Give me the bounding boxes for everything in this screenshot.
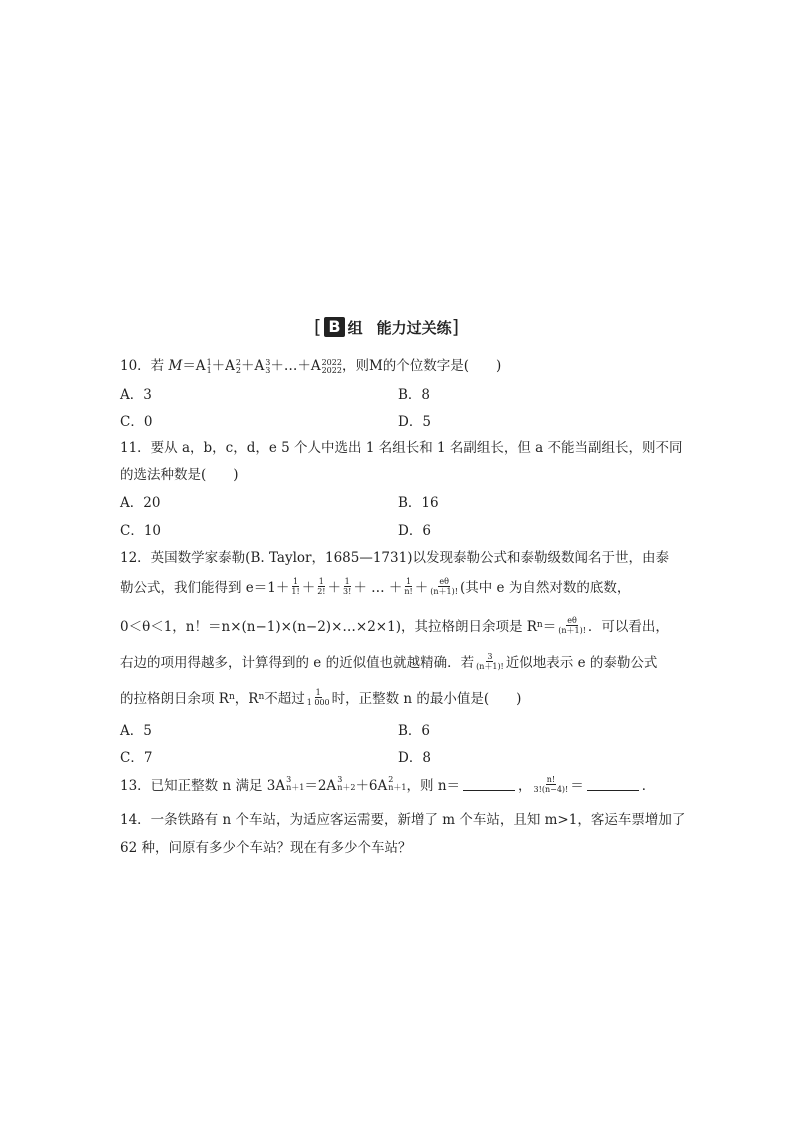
q12-option-a[interactable]: A．5 <box>120 723 152 739</box>
a-term-1: 1 1 <box>206 357 212 375</box>
a-term-3: 3 3 <box>265 357 271 375</box>
fraction-1-over-2-fact: 1 2! <box>317 576 326 596</box>
q12-option-b[interactable]: B．6 <box>398 723 431 739</box>
q12-option-c[interactable]: C．7 <box>120 750 153 766</box>
question-11-line2: 的选法种数是( ) <box>120 467 239 483</box>
question-12-line3: 0＜θ＜1，n！＝n×(n−1)×(n−2)×…×2×1)，其拉格朗日余项是 R n ＝ eθ (n＋1)! ．可以看出， <box>120 615 669 635</box>
q10-option-a[interactable]: A．3 <box>120 387 152 403</box>
question-10-stem: 10．若 M＝A 1 1 ＋A 2 2 ＋A 3 3 ＋…＋A 2022 2022 ，则M的个位数字是( ) <box>120 357 502 375</box>
q10-option-c[interactable]: C．0 <box>120 414 153 430</box>
fraction-1-over-3-fact: 1 3! <box>343 576 352 596</box>
fraction-1-over-1-fact: 1 1! <box>291 576 300 596</box>
fraction-3-over-n1: 3 (n＋1)! <box>476 651 504 671</box>
fraction-1-over-n-fact: 1 n! <box>404 576 413 596</box>
answer-blank-2[interactable] <box>587 778 639 791</box>
fraction-n-fact: n! 3!(n−4)! <box>533 774 569 794</box>
fraction-remainder: eθ (n＋1)! <box>558 615 586 635</box>
group-badge: B <box>324 317 344 337</box>
question-12-line2: 勒公式，我们能得到 e＝1＋ 1 1! ＋ 1 2! ＋ 1 3! ＋ … ＋ 1 n! ＋ eθ (n＋1)! (其中 e 为自然对数的底数， <box>120 576 631 596</box>
fraction-e-theta: eθ (n＋1)! <box>430 576 458 596</box>
section-header <box>314 316 459 338</box>
group-label: 组 <box>347 318 363 337</box>
answer-blank-1[interactable] <box>463 778 515 791</box>
bracket-open: [ <box>314 316 322 338</box>
bracket-close: ] <box>451 316 460 338</box>
q11-option-a[interactable]: A．20 <box>120 495 161 511</box>
q12-option-d[interactable]: D．8 <box>398 750 431 766</box>
fraction-1-over-1000: 1 1 000 <box>306 687 330 707</box>
question-12-line1: 12．英国数学家泰勒(B. Taylor，1685—1731)以发现泰勒公式和泰勒级数闻名于世，由泰 <box>120 550 669 566</box>
q11-option-b[interactable]: B．16 <box>398 495 439 511</box>
question-14-line1: 14．一条铁路有 n 个车站，为适应客运需要，新增了 m 个车站，且知 m>1，客运车票增加了 <box>120 812 686 828</box>
question-13: 13．已知正整数 n 满足 3A 3 n＋1 ＝2A 3 n＋2 ＋6A 2 n＋1 ，则 n＝ ， n! 3!(n−4)! ＝ ． <box>120 774 656 794</box>
a-term-2: 2 2 <box>235 357 241 375</box>
q11-option-d[interactable]: D．6 <box>398 523 431 539</box>
question-14-line2: 62 种，问原有多少个车站？现在有多少个车站？ <box>120 840 412 856</box>
a-term-2022: 2022 2022 <box>321 357 342 375</box>
question-12-line5: 的拉格朗日余项 R n ，R n 不超过 1 1 000 时，正整数 n 的最小值是( ) <box>120 687 522 707</box>
q10-option-d[interactable]: D．5 <box>398 414 431 430</box>
q11-option-c[interactable]: C．10 <box>120 523 162 539</box>
question-11-line1: 11．要从 a，b，c，d，e 5 个人中选出 1 名组长和 1 名副组长，但 a 不能当副组长，则不同 <box>120 440 683 456</box>
question-12-line4: 右边的项用得越多，计算得到的 e 的近似值也就越精确．若 3 (n＋1)! 近似地表示 e 的泰勒公式 <box>120 651 658 671</box>
q10-option-b[interactable]: B．8 <box>398 387 431 403</box>
section-title: 能力过关练 <box>376 318 452 337</box>
